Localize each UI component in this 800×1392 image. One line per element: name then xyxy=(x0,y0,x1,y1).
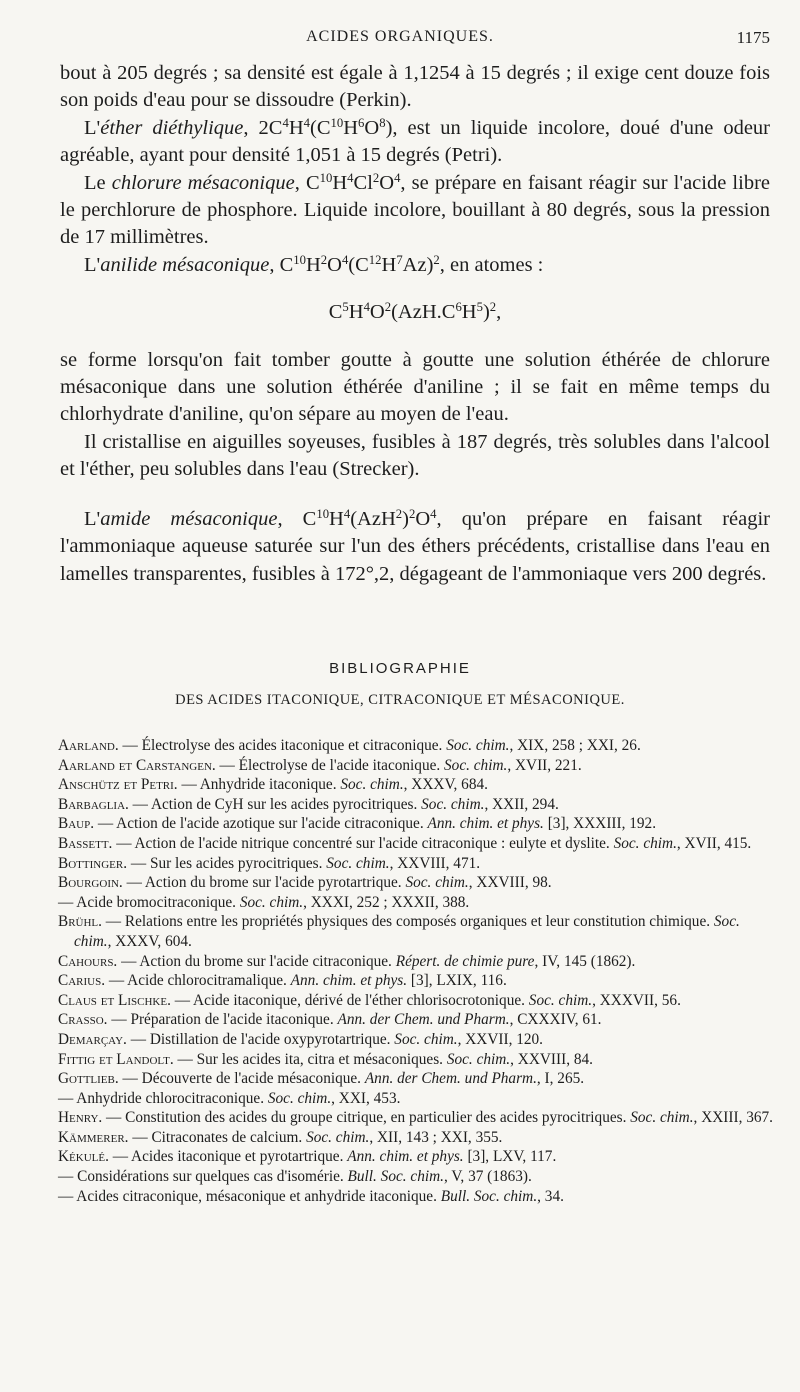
bibliography-entry xyxy=(58,912,774,951)
bibliography-entry xyxy=(58,1010,774,1030)
bibliography-entry xyxy=(58,795,774,815)
bibliography-subtitle: DES ACIDES ITACONIQUE, CITRACONIQUE ET MÉSACONIQUE. xyxy=(175,692,625,708)
entry-text: — Acide chlorocitramalique. Ann. chim. et phys. [3], LXIX, 116. xyxy=(105,972,507,990)
term-anilide: anilide mésaconique xyxy=(100,253,270,276)
entry-text: — Constitution des acides du groupe citrique, en particulier des acides pyrocitriques. Soc. chim., XXIII, 367. xyxy=(102,1109,773,1127)
bibliography-entry xyxy=(58,756,774,776)
entry-text: — Citraconates de calcium. Soc. chim., XII, 143 ; XXI, 355. xyxy=(128,1128,503,1146)
bibliography-entry xyxy=(58,1128,774,1148)
entry-author: Kämmerer. xyxy=(58,1128,129,1146)
entry-text: — Action du brome sur l'acide pyrotartrique. Soc. chim., XXVIII, 98. xyxy=(122,874,552,892)
entry-text: — Acides citraconique, mésaconique et anhydride itaconique. Bull. Soc. chim., 34. xyxy=(58,1187,564,1205)
paragraph-amide: L'amide mésaconique, $C^{10}H^4(AzH^2)^2O^4$, qu'on prépare en faisant réagir l'ammoniaque aqueuse saturée sur l'un des éthers précédents, cristallise dans l'eau en lamelles transparentes, fusibles à 172°,2, dégageant de l'ammoniaque vers 200 degrés. xyxy=(60,506,770,585)
bibliography-entry xyxy=(58,893,774,913)
entry-text: — Relations entre les propriétés physiques des composés organiques et leur constitution chimique. Soc. chim., XXXV, 604. xyxy=(74,913,740,950)
bibliography-entry xyxy=(58,775,774,795)
entry-author: Fittig et Landolt. xyxy=(58,1050,174,1068)
entry-author: Aarland. xyxy=(58,737,119,754)
entry-author: Barbaglia. xyxy=(58,795,129,813)
entry-text: — Découverte de l'acide mésaconique. Ann. der Chem. und Pharm., I, 265. xyxy=(118,1070,585,1088)
formula-anilide: $C^{10}H^2O^4(C^{12}H^7Az)^2$ xyxy=(279,252,440,276)
entry-text: — Acide bromocitraconique. Soc. chim., XXXI, 252 ; XXXII, 388. xyxy=(58,893,470,911)
bibliography-entry xyxy=(58,1167,774,1187)
entry-author: Cahours. xyxy=(58,952,118,970)
entry-text: — Acide itaconique, dérivé de l'éther chlorisocrotonique. Soc. chim., XXXVII, 56. xyxy=(170,991,681,1009)
bibliography-entry xyxy=(58,991,774,1011)
entry-author: Bourgoin. xyxy=(58,874,123,892)
bibliography-entry xyxy=(58,1187,774,1207)
page-header xyxy=(0,28,800,52)
bibliography-list xyxy=(58,736,774,1206)
bibliography-entry xyxy=(58,1089,774,1109)
paragraph-p6: Il cristallise en aiguilles soyeuses, fusibles à 187 degrés, très solubles dans l'alcool et l'éther, peu solubles dans l'eau (Strecker). xyxy=(60,430,770,481)
formula-ether: $2C^4H^4(C^{10}H^6O^8)$ xyxy=(258,115,393,139)
bibliography-entry xyxy=(58,736,774,756)
bibliography-entry xyxy=(58,1030,774,1050)
formula-chlorure: $C^{10}H^4Cl^2O^4$ xyxy=(305,170,401,194)
entry-text: — Sur les acides pyrocitriques. Soc. chim., XXVIII, 471. xyxy=(127,854,481,872)
entry-author: Henry. xyxy=(58,1109,103,1127)
bibliography-entry xyxy=(58,1147,774,1167)
bibliography-entry xyxy=(58,834,774,854)
bibliography-entry xyxy=(58,873,774,893)
bibliography-title: BIBLIOGRAPHIE xyxy=(329,660,471,677)
entry-text: — Sur les acides ita, citra et mésaconiques. Soc. chim., XXVIII, 84. xyxy=(173,1050,593,1068)
entry-author: Baup. xyxy=(58,815,95,833)
entry-text: — Préparation de l'acide itaconique. Ann. der Chem. und Pharm., CXXXIV, 61. xyxy=(107,1011,602,1029)
entry-author: Claus et Lischke. xyxy=(58,991,171,1009)
entry-text: — Action de CyH sur les acides pyrocitriques. Soc. chim., XXII, 294. xyxy=(128,795,559,813)
entry-text: — Anhydride itaconique. Soc. chim., XXXV, 684. xyxy=(177,776,488,794)
entry-author: Brühl. xyxy=(58,913,102,931)
entry-author: Crasso. xyxy=(58,1011,108,1029)
entry-author: Demarçay. xyxy=(58,1030,127,1048)
bibliography-entry xyxy=(58,854,774,874)
body-text xyxy=(60,60,770,588)
entry-text: — Électrolyse de l'acide itaconique. Soc. chim., XVII, 221. xyxy=(215,756,582,774)
entry-author: Gottlieb. xyxy=(58,1070,119,1088)
entry-author: Bottinger. xyxy=(58,854,128,872)
formula-amide: $C^{10}H^4(AzH^2)^2O^4$ xyxy=(302,506,437,530)
page-number: 1175 xyxy=(736,28,770,47)
bibliography-entry xyxy=(58,952,774,972)
bibliography-entry xyxy=(58,1069,774,1089)
entry-text: — Distillation de l'acide oxypyrotartrique. Soc. chim., XXVII, 120. xyxy=(126,1030,543,1048)
bibliography-entry xyxy=(58,1108,774,1128)
entry-text: — Électrolyse des acides itaconique et citraconique. Soc. chim., XIX, 258 ; XXI, 26. xyxy=(118,737,641,754)
entry-author: Carius. xyxy=(58,972,106,990)
paragraph-anilide: L'anilide mésaconique, $C^{10}H^2O^4(C^{12}H^7Az)^2$, en atomes : xyxy=(84,252,544,276)
term-chlorure: chlorure mésaconique xyxy=(111,171,295,194)
entry-author: Anschütz et Petri. xyxy=(58,776,178,794)
paragraph-p1: bout à 205 degrés ; sa densité est égale à 1,1254 à 15 degrés ; il exige cent douze fois son poids d'eau pour se dissoudre (Perkin). xyxy=(60,62,770,112)
entry-text: — Anhydride chlorocitraconique. Soc. chim., XXI, 453. xyxy=(58,1089,401,1107)
entry-author: Kékulé. xyxy=(58,1148,109,1166)
paragraph-chlorure: Le chlorure mésaconique, $C^{10}H^4Cl^2O^4$, se prépare en faisant réagir sur l'acide libre le perchlorure de phosphore. Liquide incolore, bouillant à 80 degrés, sous la pression de 17 millimètres. xyxy=(60,170,770,249)
paragraph-p5: se forme lorsqu'on fait tomber goutte à goutte une solution éthérée de chlorure mésaconique dans une solution éthérée d'aniline ; il se fait en même temps du chlorhydrate d'aniline, qu'on sépare au moyen de l'eau. xyxy=(60,348,770,426)
running-title: ACIDES ORGANIQUES. xyxy=(306,28,494,45)
bibliography-entry xyxy=(58,1050,774,1070)
entry-text: — Action de l'acide nitrique concentré sur l'acide citraconique : eulyte et dyslite. Soc. chim., XVII, 415. xyxy=(112,834,752,852)
paragraph-ether: L'éther diéthylique, $2C^4H^4(C^{10}H^6O^8)$, est un liquide incolore, doué d'une odeur agréable, ayant pour densité 1,051 à 15 degrés (Petri). xyxy=(60,115,771,167)
entry-author: Aarland et Carstangen. xyxy=(58,756,216,774)
bibliography-entry xyxy=(58,814,774,834)
term-ether: éther diéthylique xyxy=(100,116,244,139)
bibliography-entry xyxy=(58,971,774,991)
entry-author: Bassett. xyxy=(58,834,113,852)
entry-text: — Considérations sur quelques cas d'isomérie. Bull. Soc. chim., V, 37 (1863). xyxy=(58,1168,532,1186)
entry-text: — Action de l'acide azotique sur l'acide citraconique. Ann. chim. et phys. [3], XXXIII, 192. xyxy=(94,815,657,833)
formula-line: $C^5H^4O^2(AzH.C^6H^5)^2$, xyxy=(328,300,502,324)
term-amide: amide mésaconique xyxy=(100,507,278,530)
entry-text: — Action du brome sur l'acide citraconique. Répert. de chimie pure, IV, 145 (1862). xyxy=(117,952,636,970)
entry-text: — Acides itaconique et pyrotartrique. Ann. chim. et phys. [3], LXV, 117. xyxy=(108,1148,557,1166)
